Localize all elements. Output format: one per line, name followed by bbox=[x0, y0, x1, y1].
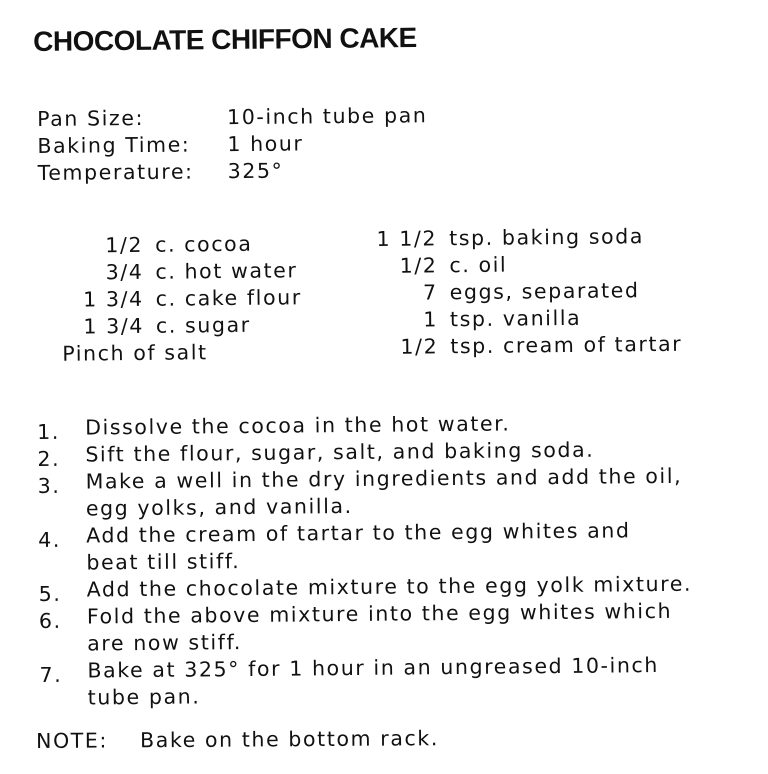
step-line: Add the chocolate mixture to the egg yolk mixture. bbox=[86, 571, 693, 602]
note-text: Bake on the bottom rack. bbox=[139, 726, 439, 753]
ingredient-row bbox=[374, 304, 682, 334]
recipe-steps bbox=[37, 409, 693, 712]
ingredient-quantity: 3/4 bbox=[105, 259, 144, 285]
ingredient-row bbox=[374, 277, 682, 307]
step-line: egg yolks, and vanilla. bbox=[85, 493, 353, 521]
spec-label: Baking Time: bbox=[37, 132, 191, 158]
ingredient-name: c. sugar bbox=[155, 312, 251, 338]
ingredient-quantity: 1/2 bbox=[399, 253, 438, 278]
step-line: Add the cream of tartar to the egg whites and bbox=[86, 518, 631, 548]
ingredient-quantity: 7 bbox=[422, 280, 438, 305]
step-number: 1. bbox=[37, 419, 61, 444]
step-text bbox=[86, 463, 692, 523]
step-number: 7. bbox=[39, 662, 63, 687]
ingredient-quantity: 1/2 bbox=[105, 232, 144, 258]
step-text bbox=[87, 652, 693, 712]
ingredients-right-column bbox=[373, 223, 682, 361]
ingredient-name: eggs, separated bbox=[449, 278, 640, 305]
step-line: beat till stiff. bbox=[86, 549, 241, 575]
step-number: 6. bbox=[38, 608, 62, 633]
spec-value: 10-inch tube pan bbox=[227, 103, 428, 130]
step-number: 2. bbox=[37, 446, 61, 471]
step-item bbox=[38, 463, 692, 523]
step-item bbox=[38, 517, 692, 577]
spec-value: 1 hour bbox=[227, 131, 304, 157]
ingredient-quantity: 1 1/2 bbox=[376, 226, 438, 251]
step-item bbox=[39, 598, 693, 658]
recipe-title: CHOCOLATE CHIFFON CAKE bbox=[33, 21, 417, 57]
ingredient-name: tsp. vanilla bbox=[449, 305, 582, 332]
ingredient-row bbox=[38, 284, 302, 314]
ingredient-name: c. oil bbox=[449, 252, 508, 278]
ingredient-row bbox=[37, 257, 301, 287]
ingredient-name: c. cocoa bbox=[155, 231, 253, 257]
step-line: are now stiff. bbox=[87, 630, 243, 656]
ingredient-quantity: 1/2 bbox=[400, 334, 439, 359]
step-line: Make a well in the dry ingredients and add the oil, bbox=[85, 463, 683, 494]
ingredient-quantity: 1 3/4 bbox=[83, 313, 145, 339]
step-line: Dissolve the cocoa in the hot water. bbox=[85, 411, 511, 440]
recipe-specs bbox=[37, 103, 428, 187]
ingredient-row bbox=[373, 223, 681, 253]
ingredient-name: c. hot water bbox=[155, 258, 298, 284]
step-text bbox=[87, 598, 693, 658]
step-line: tube pan. bbox=[87, 684, 201, 710]
step-line: Fold the above mixture into the egg whites which bbox=[86, 598, 673, 629]
ingredient-row bbox=[374, 331, 682, 361]
recipe-note bbox=[36, 726, 439, 753]
ingredient-row-pinch bbox=[38, 338, 302, 368]
ingredient-name: tsp. cream of tartar bbox=[450, 331, 683, 359]
note-label: NOTE: bbox=[36, 728, 109, 753]
step-line: Bake at 325° for 1 hour in an ungreased 10-inch bbox=[87, 653, 660, 683]
step-item bbox=[39, 652, 693, 712]
spec-value: 325° bbox=[227, 158, 284, 184]
ingredient-row bbox=[373, 250, 681, 280]
ingredient-name: c. cake flour bbox=[155, 285, 302, 311]
spec-label: Temperature: bbox=[37, 159, 194, 185]
step-number: 5. bbox=[38, 581, 62, 606]
step-line: Sift the flour, sugar, salt, and baking soda. bbox=[85, 437, 595, 467]
ingredient-row bbox=[37, 230, 301, 260]
ingredient-name: tsp. baking soda bbox=[449, 224, 645, 251]
step-text bbox=[86, 517, 692, 577]
ingredient-quantity: 1 3/4 bbox=[83, 286, 144, 312]
ingredient-row bbox=[38, 311, 302, 341]
ingredient-quantity: 1 bbox=[423, 307, 439, 332]
step-number: 4. bbox=[38, 527, 62, 552]
step-number: 3. bbox=[37, 473, 61, 498]
ingredients-left-column bbox=[37, 230, 302, 368]
ingredient-pinch-of-salt: Pinch of salt bbox=[62, 340, 208, 366]
spec-label: Pan Size: bbox=[37, 105, 145, 131]
